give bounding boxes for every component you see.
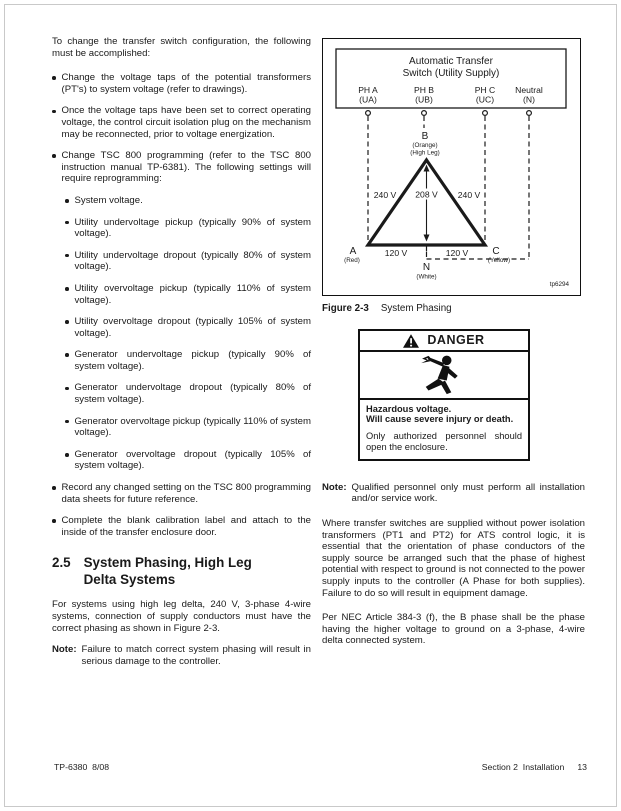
list-item: Generator overvoltage dropout (typically 105% of system voltage).: [65, 449, 311, 472]
list-item: Change TSC 800 programming (refer to the TSC 800 instruction manual TP-6381). The following settings will require reprogramming:: [52, 150, 311, 185]
phase-c-sub: (UC): [475, 94, 495, 105]
bullet-icon: [65, 199, 69, 203]
body-paragraph: Where transfer switches are supplied without power isolation transformers (PT1 and PT2) for ATS control logic, it is essential that the orientation of phase conductors of the supply source be arranged such that the phase of highest potential with respect to ground is not connected to the power supply inputs to the controller (A Phase for both supplies). Failure to do so will result in equipment damage.: [322, 517, 585, 599]
voltage-left: 240 V: [373, 190, 397, 200]
terminal-a: [366, 111, 371, 116]
voltage-right: 240 V: [457, 190, 481, 200]
bullet-icon: [52, 154, 56, 158]
bullet-icon: [65, 287, 69, 291]
neutral-label: Neutral: [515, 85, 543, 95]
bullet-icon: [52, 486, 56, 490]
list-item: Utility undervoltage dropout (typically 80% of system voltage).: [65, 250, 311, 273]
intro-paragraph: To change the transfer switch configuration, the following must be accomplished:: [52, 36, 311, 59]
vertex-b-leg: (High Leg): [410, 149, 440, 157]
note-text: Failure to match correct system phasing will result in serious damage to the controller.: [81, 644, 311, 667]
phase-b-label: PH B: [413, 85, 435, 95]
vertex-n-label: N: [422, 262, 431, 273]
warning-triangle-icon: [403, 334, 419, 348]
footer-section-text: Section 2 Installation: [481, 762, 565, 772]
footer-page-number: 13: [577, 762, 587, 772]
list-item: Generator overvoltage pickup (typically 110% of system voltage).: [65, 416, 311, 439]
note-text: Qualified personnel only must perform all installation and/or service work.: [351, 481, 585, 505]
section-heading: [52, 555, 311, 588]
footer-section: [482, 762, 587, 774]
phase-a-sub: (UA): [359, 94, 377, 105]
bullet-icon: [52, 76, 56, 80]
bullet-icon: [65, 353, 69, 357]
danger-text: [360, 400, 528, 459]
phase-b-sub: (UB): [415, 94, 433, 105]
danger-bold-line2: Will cause severe injury or death.: [366, 414, 514, 425]
conductor-lines: [368, 116, 529, 259]
note-label: Note:: [52, 644, 77, 656]
terminal-n: [527, 111, 532, 116]
list-item: Generator undervoltage pickup (typically 90% of system voltage).: [65, 349, 311, 372]
bullet-icon: [65, 453, 69, 457]
figure-ref-number: tp6294: [549, 281, 569, 288]
figure-2-3: [322, 38, 581, 296]
note-label: Note:: [322, 481, 347, 493]
list-item: Utility overvoltage pickup (typically 110% of system voltage).: [65, 283, 311, 306]
figure-caption: [322, 303, 585, 315]
bullet-icon: [65, 221, 69, 225]
vertex-c-color: (Yellow): [487, 257, 511, 264]
electrocution-hazard-icon: [417, 354, 471, 396]
terminal-c: [483, 111, 488, 116]
list-item: Complete the blank calibration label and attach to the inside of the transfer enclosure door.: [52, 515, 311, 538]
list-item: Record any changed setting on the TSC 800 programming data sheets for future reference.: [52, 482, 311, 505]
danger-title: DANGER: [427, 332, 485, 347]
voltage-center: 208 V: [415, 189, 438, 200]
footer-document-number: TP-6380 8/08: [54, 762, 110, 772]
section-title: System Phasing, High Leg Delta Systems: [83, 555, 252, 587]
figure-caption-label: Figure 2-3: [322, 303, 369, 314]
bullet-icon: [65, 320, 69, 324]
section-number: 2.5: [52, 555, 71, 571]
vertex-c-label: C: [492, 246, 500, 257]
note-block: [322, 482, 585, 505]
list-item: Utility overvoltage dropout (typically 105% of system voltage).: [65, 316, 311, 339]
right-column: [322, 38, 585, 647]
list-item: Once the voltage taps have been set to correct operating voltage, the control circuit isolation plug on the mechanism may be reconnected, prior to voltage energization.: [52, 105, 311, 140]
vertex-b-color: (Orange): [412, 142, 438, 149]
section-paragraph: For systems using high leg delta, 240 V, 3-phase 4-wire systems, connection of supply conductors must have the correct phasing as shown in Figure 2-3.: [52, 599, 311, 634]
voltage-base-left: 120 V: [384, 248, 408, 258]
list-item: Utility undervoltage pickup (typically 90% of system voltage).: [65, 217, 311, 240]
vertex-a-color: (Red): [344, 257, 360, 264]
left-column: [52, 36, 311, 667]
figure-caption-text: System Phasing: [380, 303, 452, 314]
sub-list: [65, 195, 311, 472]
list-item: Change the voltage taps of the potential transformers (PT's) to system voltage (refer to drawings).: [52, 72, 311, 95]
system-phasing-diagram: [323, 39, 578, 293]
bullet-icon: [52, 519, 56, 523]
bullet-icon: [65, 254, 69, 258]
danger-body: Only authorized personnel should open the enclosure.: [366, 431, 522, 452]
danger-label: [358, 329, 530, 461]
vertex-n-color: (White): [416, 273, 437, 281]
danger-header: [360, 331, 528, 352]
vertex-b-label: B: [421, 131, 429, 142]
note-block: [52, 644, 311, 667]
voltage-base-right: 120 V: [445, 248, 469, 258]
bullet-icon: [65, 387, 69, 391]
neutral-sub: (N): [523, 94, 535, 105]
ats-title-line1: Automatic Transfer: [409, 56, 493, 67]
danger-bold-line1: Hazardous voltage.: [366, 403, 452, 414]
list-item: Generator undervoltage dropout (typically 80% of system voltage).: [65, 382, 311, 405]
terminal-b: [422, 111, 427, 116]
phase-a-label: PH A: [358, 85, 378, 95]
vertex-a-label: A: [349, 246, 357, 257]
arrow-down-head: [424, 235, 430, 242]
danger-pictogram: [360, 352, 528, 400]
bullet-icon: [52, 110, 56, 114]
bullet-icon: [65, 420, 69, 424]
phase-c-label: PH C: [474, 85, 496, 95]
list-item: System voltage.: [65, 195, 311, 207]
body-paragraph: Per NEC Article 384-3 (f), the B phase shall be the phase having the higher voltage to ground on a 3-phase, 4-wire delta connected system.: [322, 612, 585, 647]
ats-title-line2: Switch (Utility Supply): [402, 68, 500, 79]
